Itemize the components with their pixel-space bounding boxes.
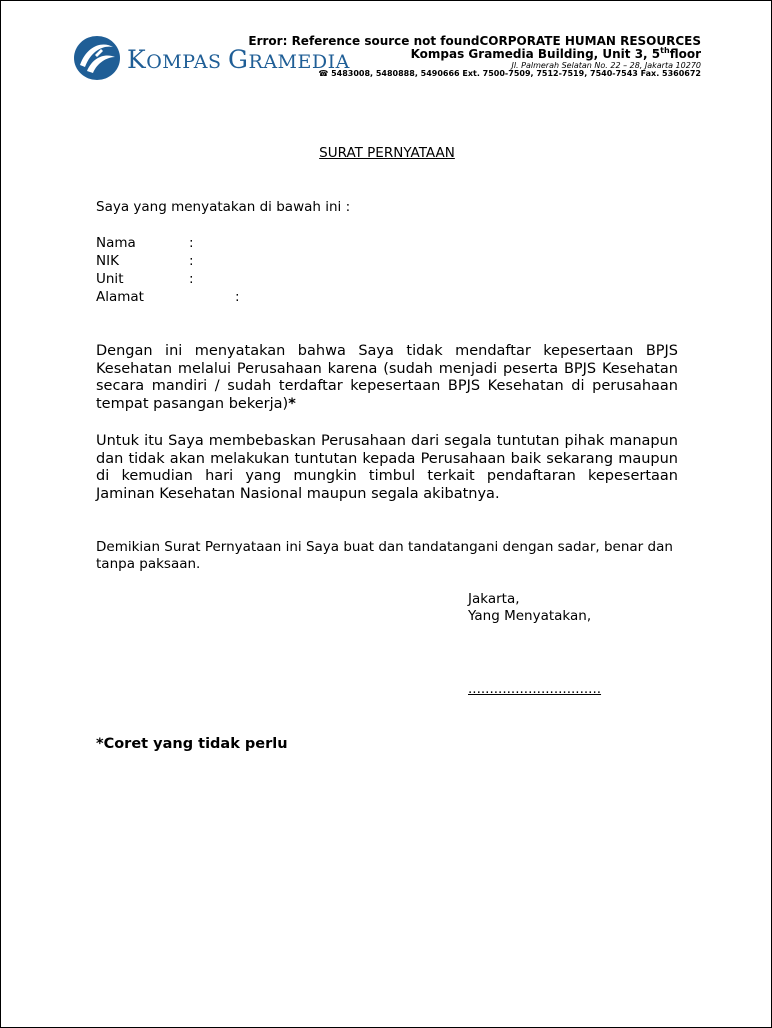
- field-label-nama: Nama: [96, 235, 136, 251]
- document-title: SURAT PERNYATAAN: [319, 145, 455, 161]
- intro-text: Saya yang menyatakan di bawah ini :: [96, 199, 351, 215]
- signature-label: Yang Menyatakan,: [468, 608, 592, 624]
- paragraph-release: Untuk itu Saya membebaskan Perusahaan dari segala tuntutan pihak manapun dan tidak akan melakukan tuntutan kepada Perusahaan baik sekarang maupun di kemudian hari yang mungkin timbul terkait pendaftaran kepesertaan Jaminan Kesehatan Nasional maupun segala akibatnya.: [96, 433, 678, 502]
- header-department: Error: Reference source not foundCORPORATE HUMAN RESOURCES: [248, 34, 701, 48]
- field-colon-nama: :: [189, 235, 194, 251]
- header-building-text: Kompas Gramedia Building, Unit 3, 5: [410, 47, 661, 61]
- signature-line: ...............................: [468, 681, 602, 697]
- paragraph-statement-text: Dengan ini menyatakan bahwa Saya tidak mendaftar kepesertaan BPJS Kesehatan melalui Perusahaan karena (sudah menjadi peserta BPJS Kesehatan secara mandiri / sudah terdaftar kepesertaan BPJS Kesehatan di perusahaan tempat pasangan bekerja): [96, 343, 678, 412]
- paragraph-closing: Demikian Surat Pernyataan ini Saya buat dan tandatangani dengan sadar, benar dan tanpa paksaan.: [96, 539, 673, 572]
- header-address: Jl. Palmerah Selatan No. 22 – 28, Jakarta 10270: [511, 61, 701, 70]
- footnote: *Coret yang tidak perlu: [96, 736, 288, 752]
- header-building-sup: th: [660, 46, 670, 55]
- header-building: [411, 46, 701, 61]
- signature-place: Jakarta,: [468, 591, 520, 607]
- header-phone: ☎ 5483008, 5480888, 5490666 Ext. 7500-7509, 7512-7519, 7540-7543 Fax. 5360672: [318, 69, 701, 78]
- kompas-gramedia-logo-icon: [73, 35, 121, 81]
- field-label-unit: Unit: [96, 271, 124, 287]
- paragraph-statement-mark: *: [288, 395, 296, 412]
- logo-wordmark: KOMPAS GRAMEDIA: [127, 45, 350, 74]
- header-building-floor: floor: [669, 47, 701, 61]
- paragraph-statement: [96, 343, 678, 413]
- field-colon-alamat: :: [235, 289, 240, 305]
- field-label-nik: NIK: [96, 253, 119, 269]
- field-colon-nik: :: [189, 253, 194, 269]
- field-colon-unit: :: [189, 271, 194, 287]
- field-label-alamat: Alamat: [96, 289, 144, 305]
